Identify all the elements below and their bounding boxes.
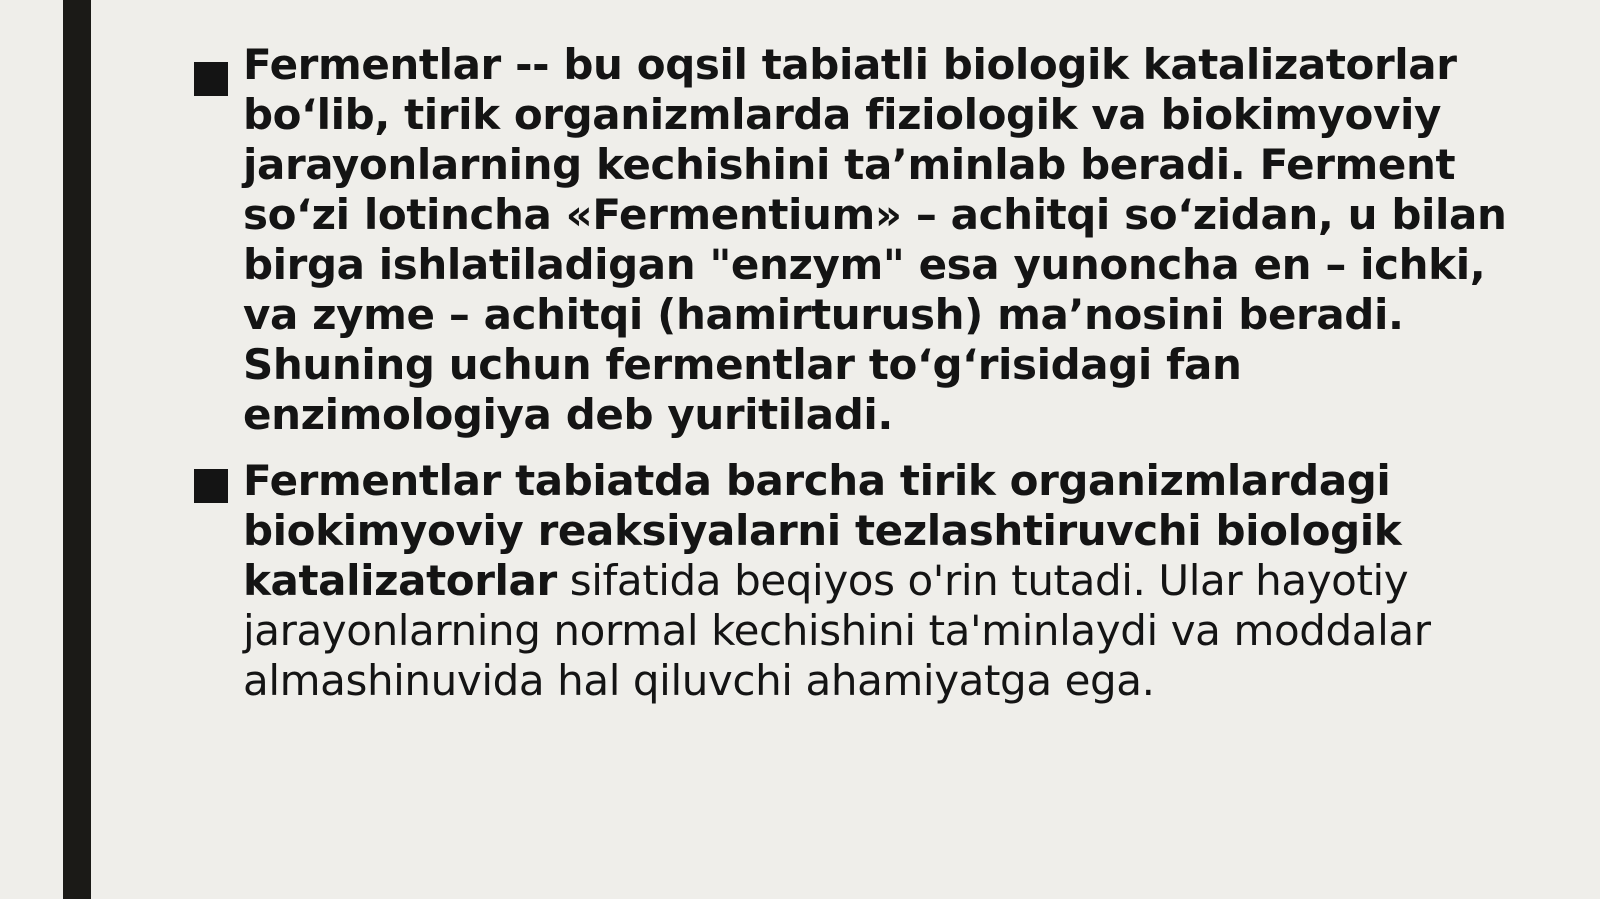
bullet-normal-text: sifatida beqiyos o'rin tutadi. Ular hayotiy jarayonlarning normal kechishini ta'minlaydi va moddalar almashinuvida hal qiluvchi ahamiyatga ega. (243, 556, 1431, 705)
bullet-bold-text: Fermentlar tabiatda barcha tirik organizmlardagi biokimyoviy reaksiyalarni tezlashtiruvchi biologik katalizatorlar (243, 456, 1402, 605)
bullet-bold-text: Fermentlar -- bu oqsil tabiatli biologik katalizatorlar bo‘lib, tirik organizmlarda fiziologik va biokimyoviy jarayonlarning kechishini ta’minlab beradi. Ferment so‘zi lotincha «Fermentium» – achitqi so‘zidan, u bilan birga ishlatiladigan "enzym" esa yunoncha en – ichki, va zyme – achitqi (hamirturush) ma’nosini beradi. Shuning uchun fermentlar to‘g‘risidagi fan enzimologiya deb yuritiladi. (243, 40, 1507, 439)
slide-accent-bar (63, 0, 91, 899)
slide-content (190, 40, 1545, 706)
square-bullet-icon (194, 469, 228, 503)
bullet-item (190, 456, 1545, 706)
square-bullet-icon (194, 62, 228, 96)
bullet-item (190, 40, 1545, 440)
